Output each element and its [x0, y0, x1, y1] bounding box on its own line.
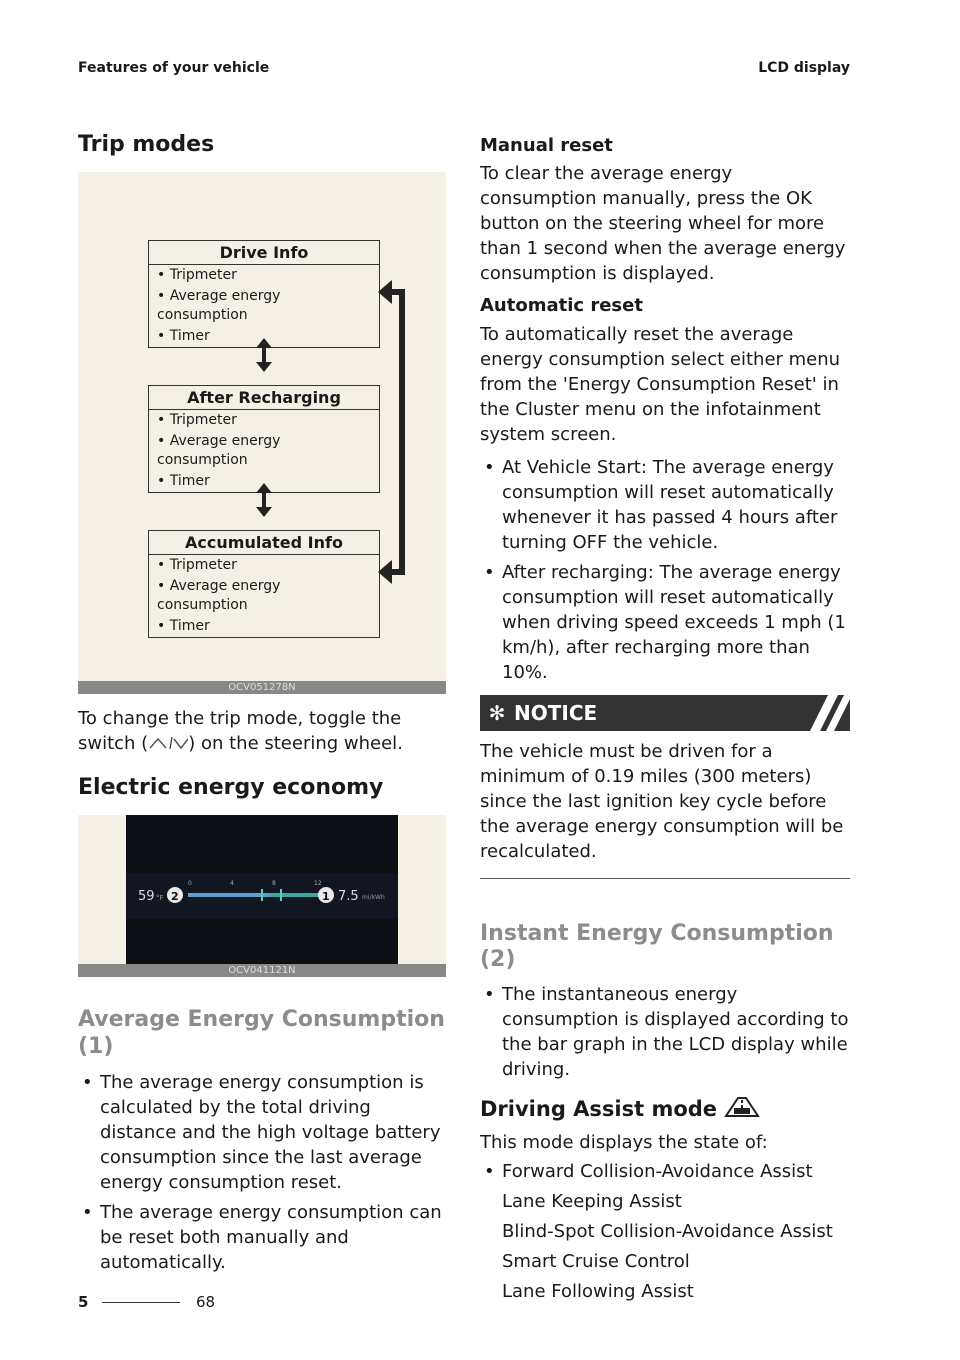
- page-number: 68: [196, 1293, 216, 1311]
- accumulated-info-box: [148, 530, 380, 638]
- right-column: [480, 134, 850, 1312]
- accumulated-info-item: • Average energy consumption: [157, 578, 281, 614]
- notice-text: The vehicle must be driven for a minimum of 0.19 miles (300 meters) since the last ignition key cycle before the average energy consumption will be recalculated.: [480, 740, 844, 862]
- driving-assist-list: [480, 1159, 850, 1304]
- manual-reset-heading: Manual reset: [480, 135, 613, 156]
- drive-info-item: • Tripmeter: [157, 267, 237, 284]
- left-column: [78, 128, 446, 1283]
- list-item: • The instantaneous energy consumption is displayed according to the bar graph in the LCD display while driving.: [480, 982, 850, 1082]
- marker-one: 1: [322, 890, 330, 904]
- after-recharging-box: [148, 385, 380, 493]
- list-item: • The average energy consumption is calculated by the total driving distance and the high voltage battery consumption since the last average energy consumption reset.: [78, 1070, 446, 1195]
- average-consumption-value: 7.5: [338, 889, 359, 905]
- automatic-reset-list: [480, 455, 850, 685]
- list-item: • The average energy consumption can be reset both manually and automatically.: [78, 1200, 446, 1275]
- accumulated-info-item: • Timer: [157, 618, 210, 635]
- after-recharging-title: After Recharging: [149, 386, 379, 410]
- driving-assist-heading: Driving Assist mode: [480, 1096, 850, 1124]
- up-down-arrow-icon: [254, 483, 274, 517]
- list-item: Smart Cruise Control: [502, 1250, 690, 1272]
- automatic-reset-heading: Automatic reset: [480, 295, 643, 317]
- svg-text:4: 4: [230, 880, 234, 888]
- after-recharging-item: • Tripmeter: [157, 412, 237, 429]
- average-energy-heading: Average Energy Consumption (1): [78, 1007, 445, 1059]
- svg-text:°F: °F: [156, 894, 164, 903]
- average-energy-list: [78, 1070, 446, 1275]
- driving-assist-icon: [724, 1096, 760, 1124]
- up-down-arrow-icon: [254, 338, 274, 372]
- svg-text:12: 12: [314, 880, 322, 888]
- loop-arrow-icon: [378, 272, 418, 592]
- instant-energy-list: [480, 982, 850, 1082]
- footer-divider: [102, 1302, 180, 1303]
- instant-energy-heading: Instant Energy Consumption (2): [480, 920, 834, 973]
- asterisk-icon: ✻: [488, 700, 506, 725]
- chapter-number: 5: [78, 1293, 89, 1311]
- list-item: Lane Following Assist: [502, 1280, 694, 1302]
- notice-stripes-icon: [794, 695, 850, 731]
- list-item: • Forward Collision-Avoidance Assist: [480, 1159, 850, 1184]
- after-recharging-item: • Average energy consumption: [157, 433, 281, 469]
- notice-title: NOTICE: [514, 700, 598, 725]
- svg-text:mi/kWh: mi/kWh: [362, 894, 385, 902]
- list-item: Blind-Spot Collision-Avoidance Assist: [502, 1220, 833, 1242]
- cluster-screen: [126, 815, 398, 967]
- list-item: Lane Keeping Assist: [502, 1190, 682, 1212]
- drive-info-box: [148, 240, 380, 348]
- outside-temperature: 59: [138, 889, 155, 905]
- header-section-title: Features of your vehicle: [78, 60, 270, 76]
- marker-two: 2: [171, 890, 179, 904]
- figure-caption: OCV051278N: [78, 681, 446, 694]
- trip-mode-instruction: To change the trip mode, toggle the switch ( ) on the steering wheel.: [78, 706, 446, 757]
- list-item: • After recharging: The average energy consumption will reset automatically when driving speed exceeds 1 mph (1 km/h), after recharging more than 10%.: [480, 560, 850, 685]
- notice-banner: [480, 695, 850, 731]
- trip-modes-figure: [78, 172, 446, 694]
- toggle-up-down-icon: [148, 732, 188, 757]
- header-chapter-title: LCD display: [758, 60, 850, 76]
- energy-economy-figure: [78, 815, 446, 977]
- svg-text:8: 8: [272, 880, 276, 888]
- after-recharging-item: • Timer: [157, 473, 210, 490]
- accumulated-info-item: • Tripmeter: [157, 557, 237, 574]
- automatic-reset-text: To automatically reset the average energy consumption select either menu from the 'Energy Consumption Reset' in the Cluster menu on the infotainment system screen.: [480, 323, 841, 445]
- drive-info-title: Drive Info: [149, 241, 379, 265]
- figure-caption: OCV041121N: [78, 964, 446, 977]
- accumulated-info-title: Accumulated Info: [149, 531, 379, 555]
- drive-info-item: • Average energy consumption: [157, 288, 281, 324]
- driving-assist-intro: This mode displays the state of:: [480, 1131, 768, 1153]
- svg-text:0: 0: [188, 880, 192, 888]
- manual-reset-text: To clear the average energy consumption manually, press the OK button on the steering wheel for more than 1 second when the average energy consumption is displayed.: [480, 163, 846, 285]
- list-item: • At Vehicle Start: The average energy consumption will reset automatically whenever it has passed 4 hours after turning OFF the vehicle.: [480, 455, 850, 555]
- drive-info-item: • Timer: [157, 328, 210, 345]
- electric-energy-economy-heading: Electric energy economy: [78, 774, 384, 800]
- trip-modes-heading: Trip modes: [78, 132, 215, 157]
- instant-consumption-bar: [188, 893, 268, 897]
- notice-divider: [480, 878, 850, 879]
